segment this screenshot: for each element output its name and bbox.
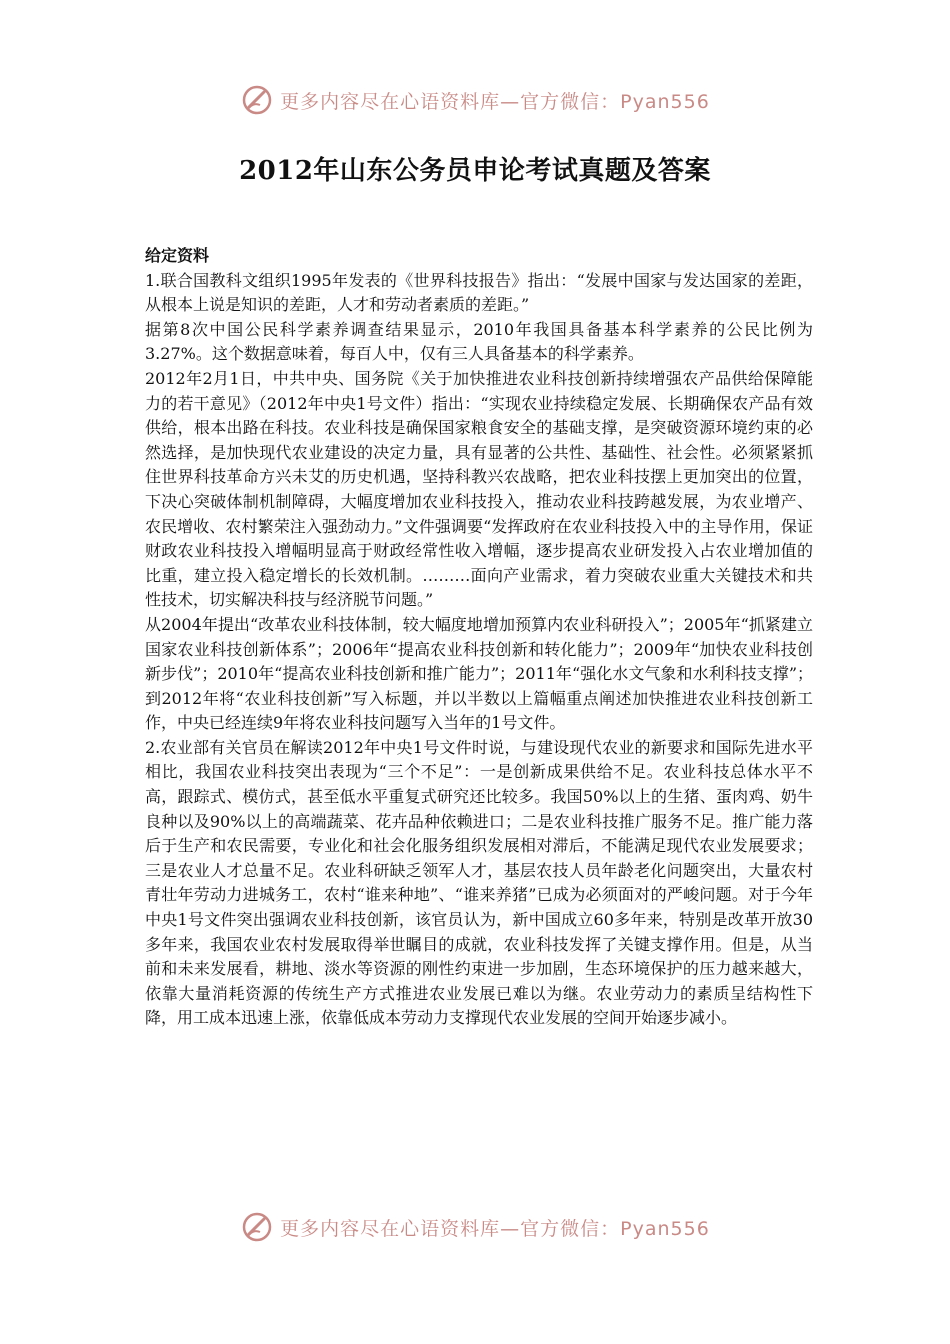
footer-watermark <box>0 1207 950 1247</box>
watermark-text: 更多内容尽在心语资料库—官方微信：Pyan556 <box>280 90 710 113</box>
section-heading: 给定资料 <box>145 246 210 265</box>
paragraph: 据第8次中国公民科学素养调查结果显示，2010年我国具备基本科学素养的公民比例为3.27%。这个数据意味着，每百人中，仅有三人具备基本的科学素养。 <box>145 319 813 364</box>
header-watermark <box>0 80 950 120</box>
pen-swirl-logo-icon <box>240 83 274 117</box>
paragraph: 1.联合国教科文组织1995年发表的《世界科技报告》指出：“发展中国家与发达国家的差距，从根本上说是知识的差距，人才和劳动者素质的差距。” <box>145 270 813 315</box>
paragraph: 2.农业部有关官员在解读2012年中央1号文件时说，与建设现代农业的新要求和国际先进水平相比，我国农业科技突出表现为“三个不足”：一是创新成果供给不足。农业科技总体水平不高，跟踪式、模仿式，甚至低水平重复式研究还比较多。我国50%以上的生猪、蛋肉鸡、奶牛良种以及90%以上的高端蔬菜、花卉品种依赖进口；二是农业科技推广服务不足。推广能力落后于生产和农民需要，专业化和社会化服务组织发展相对滞后，不能满足现代农业发展要求；三是农业人才总量不足。农业科研缺乏领军人才，基层农技人员年龄老化问题突出，大量农村青壮年劳动力进城务工，农村“谁来种地”、“谁来养猪”已成为必须面对的严峻问题。对于今年中央1号文件突出强调农业科技创新，该官员认为，新中国成立60多年来，特别是改革开放30多年来，我国农业农村发展取得举世瞩目的成就，农业科技发挥了关键支撑作用。但是，从当前和未来发展看，耕地、淡水等资源的刚性约束进一步加剧，生态环境保护的压力越来越大，依靠大量消耗资源的传统生产方式推进农业发展已难以为继。农业劳动力的素质呈结构性下降，用工成本迅速上涨，依靠低成本劳动力支撑现代农业发展的空间开始逐步减小。 <box>145 737 813 1028</box>
document-title: 2012年山东公务员申论考试真题及答案 <box>239 156 711 186</box>
paragraph: 从2004年提出“改革农业科技体制，较大幅度地增加预算内农业科研投入”；2005年“抓紧建立国家农业科技创新体系”；2006年“提高农业科技创新和转化能力”；2009年“加快农业科技创新步伐”；2010年“提高农业科技创新和推广能力”；2011年“强化水文气象和水利科技支撑”；到2012年将“农业科技创新”写入标题，并以半数以上篇幅重点阐述加快推进农业科技创新工作，中央已经连续9年将农业科技问题写入当年的1号文件。 <box>145 614 813 733</box>
pen-swirl-logo-icon <box>240 1210 274 1244</box>
watermark-text: 更多内容尽在心语资料库—官方微信：Pyan556 <box>280 1217 710 1240</box>
document-body <box>145 244 813 1031</box>
paragraph: 2012年2月1日，中共中央、国务院《关于加快推进农业科技创新持续增强农产品供给保障能力的若干意见》（2012年中央1号文件）指出：“实现农业持续稳定发展、长期确保农产品有效供给，根本出路在科技。农业科技是确保国家粮食安全的基础支撑，是突破资源环境约束的必然选择，是加快现代农业建设的决定力量，具有显著的公共性、基础性、社会性。必须紧紧抓住世界科技革命方兴未艾的历史机遇，坚持科教兴农战略，把农业科技摆上更加突出的位置，下决心突破体制机制障碍，大幅度增加农业科技投入，推动农业科技跨越发展，为农业增产、农民增收、农村繁荣注入强劲动力。”文件强调要“发挥政府在农业科技投入中的主导作用，保证财政农业科技投入增幅明显高于财政经常性收入增幅，逐步提高农业研发投入占农业增加值的比重，建立投入稳定增长的长效机制。………面向产业需求，着力突破农业重大关键技术和共性技术，切实解决科技与经济脱节问题。” <box>145 368 813 610</box>
